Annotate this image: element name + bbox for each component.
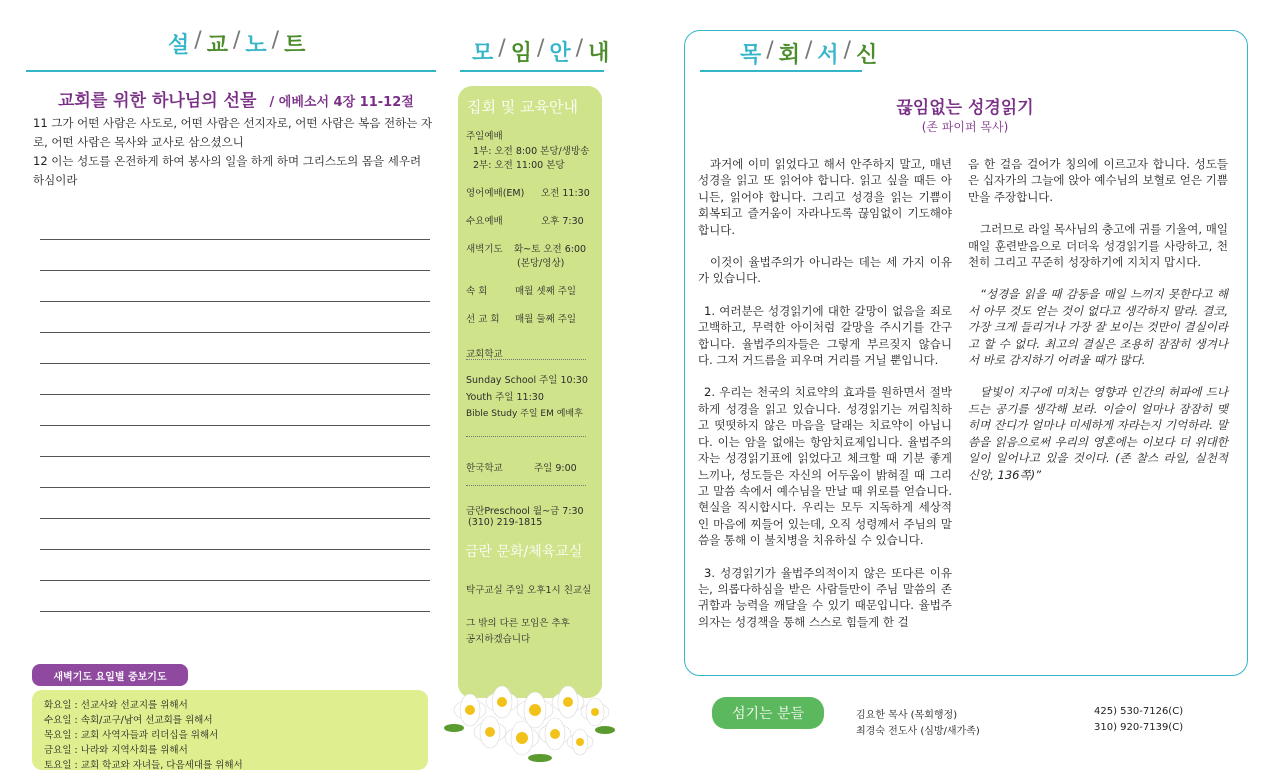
sokhoe-label: 속 회 bbox=[466, 286, 488, 297]
sunday-1: 1부: 오전 8:00 본당/생방송 bbox=[473, 146, 590, 157]
sermon-title: 교회를 위한 하나님의 선물 bbox=[58, 91, 257, 111]
title-letter: 서 bbox=[817, 43, 840, 68]
school-label: 교회학교 bbox=[466, 349, 503, 360]
verse-11: 11 그가 어떤 사람은 사도로, 어떤 사람은 선지자로, 어떤 사람은 복음 전하는 자로, 어떤 사람은 목사와 교사로 삼으셨으니 bbox=[33, 116, 433, 149]
title-letter: 안 bbox=[549, 41, 572, 66]
pastoral-letter-rule bbox=[700, 70, 862, 72]
title-letter: 내 bbox=[588, 41, 611, 66]
verse-12: 12 이는 성도를 온전하게 하여 봉사의 일을 하게 하며 그리스도의 몸을 세우려 하심이라 bbox=[33, 154, 422, 187]
youth: Youth 주일 11:30 bbox=[466, 392, 544, 403]
section-title: 금란 문화/체육교실 bbox=[465, 544, 583, 560]
dotted-divider bbox=[466, 485, 586, 486]
dotted-divider bbox=[466, 359, 586, 360]
sunday-2: 2부: 오전 11:00 본당 bbox=[473, 160, 565, 171]
note-line bbox=[40, 301, 430, 302]
title-letter: 신 bbox=[856, 43, 879, 68]
prayer-row: 목요일 : 교회 사역자들과 리더십을 위해서 bbox=[44, 730, 219, 741]
em-label: 영어예배(EM) bbox=[466, 188, 525, 199]
title-letter: 목 bbox=[740, 43, 763, 68]
sermon-notes-rule bbox=[26, 70, 436, 72]
note-line bbox=[40, 425, 430, 426]
daisy-flower bbox=[454, 686, 609, 755]
staff-phone: 310) 920-7139(C) bbox=[1094, 722, 1184, 733]
paragraph: 과거에 이미 읽었다고 해서 안주하지 말고, 매년 성경을 읽고 또 읽어야 합니다. 읽고 싶을 때든 아니든, 읽어야 합니다. 그리고 성경을 읽는 기쁨이 회복되고 즐거움이 자라나도록 끊임없이 기도해야 합니다. bbox=[698, 157, 952, 237]
note-line bbox=[40, 332, 430, 333]
letter-headline: 끊임없는 성경읽기 bbox=[896, 98, 1034, 118]
sermon-heading bbox=[58, 86, 414, 111]
title-letter: 교 bbox=[206, 33, 229, 58]
mission-label: 선 교 회 bbox=[466, 314, 500, 325]
note-line bbox=[40, 549, 430, 550]
paragraph: 1. 여러분은 성경읽기에 대한 갈망이 없음을 죄로 고백하고, 무력한 아이처럼 갈망을 주시기를 간구합니다. 율법주의자들은 그렇게 부르짖지 않습니다. 그저 거드름을 피우며 거리를 거닐 뿐입니다. bbox=[698, 303, 952, 368]
letter-column-2 bbox=[968, 156, 1228, 499]
meetings-rule bbox=[460, 70, 604, 72]
dotted-divider bbox=[466, 436, 586, 437]
staff-phone: 425) 530-7126(C) bbox=[1094, 706, 1184, 717]
dawn-place: (본당/영상) bbox=[517, 258, 565, 269]
wed-label: 수요예배 bbox=[466, 216, 503, 227]
note-line bbox=[40, 487, 430, 488]
note-line bbox=[40, 611, 430, 612]
title-letter: 트 bbox=[284, 33, 307, 58]
prayer-row: 금요일 : 나라와 지역사회를 위해서 bbox=[44, 745, 188, 756]
title-letter: 회 bbox=[778, 43, 801, 68]
prayer-row: 화요일 : 선교사와 선교지를 위해서 bbox=[44, 700, 188, 711]
sermon-notes-title: 설 / 교 / 노 / 트 bbox=[168, 28, 307, 58]
sunday-school: Sunday School 주일 10:30 bbox=[466, 375, 588, 386]
wed-time: 오후 7:30 bbox=[541, 216, 584, 227]
title-letter: 임 bbox=[510, 41, 533, 66]
section-title: 집회 및 교육안내 bbox=[467, 98, 578, 116]
other-notice-2: 공지하겠습니다 bbox=[466, 634, 531, 645]
note-line bbox=[40, 239, 430, 240]
daisy-flowers-illustration bbox=[440, 680, 620, 770]
prayer-tag: 새벽기도 요일별 중보기도 bbox=[32, 664, 188, 686]
sokhoe-time: 매월 셋째 주일 bbox=[515, 286, 577, 297]
servers-label: 섬기는 분들 bbox=[712, 697, 824, 729]
pastoral-letter-title: 목 / 회 / 서 / 신 bbox=[740, 38, 879, 68]
preschool-phone: (310) 219-1815 bbox=[468, 517, 543, 528]
note-line bbox=[40, 456, 430, 457]
dawn-time: 화~토 오전 6:00 bbox=[514, 244, 587, 255]
staff-name: 최경숙 전도사 (심방/새가족) bbox=[856, 726, 980, 737]
paragraph: 음 한 걸음 걸어가 칭의에 이르고자 합니다. 성도들은 십자가의 그늘에 앉아 예수님의 보혈로 얻은 기쁨만을 주장합니다. bbox=[968, 157, 1228, 204]
korean-school-label: 한국학교 bbox=[466, 463, 503, 474]
title-letter: 설 bbox=[168, 33, 191, 58]
title-letter: 노 bbox=[245, 33, 268, 58]
quote-paragraph: “성경을 읽을 때 감동을 매일 느끼지 못한다고 해서 아무 것도 얻는 것이 없다고 생각하지 말라. 결코, 가장 크게 들리거나 가장 잘 보이는 것만이 결실이라고 할 수 없다. 최고의 결실은 조용히 잠잠히 생겨나서 바로 감지하기 어려울 때가 많다. bbox=[968, 287, 1228, 368]
note-line bbox=[40, 580, 430, 581]
paragraph: 그러므로 라일 목사님의 충고에 귀를 기울여, 매일매일 훈련받음으로 더더욱 성경읽기를 사랑하고, 천천히 그리고 꾸준히 성장하기에 지치지 맙시다. bbox=[968, 222, 1228, 270]
pingpong: 탁구교실 주일 오후1시 친교실 bbox=[466, 585, 592, 596]
meetings-title: 모 / 임 / 안 / 내 bbox=[472, 36, 611, 66]
korean-school-time: 주일 9:00 bbox=[534, 463, 577, 474]
other-notice-1: 그 밖의 다른 모임은 추후 bbox=[466, 618, 570, 629]
em-time: 오전 11:30 bbox=[541, 188, 590, 199]
paragraph: 2. 우리는 천국의 치료약의 효과를 원하면서 절박하게 성경을 읽고 있습니다. 성경읽기는 꺼림칙하고 떳떳하지 않은 마음을 달래는 치료약이 아닙니다. 이는 암을 없애는 항암치료제입니다. 율법주의자는 성경읽기표에 읽었다고 체크할 때 기분 좋게 느끼나, 성도들은 자신의 어두움이 밝혀질 때 그리고 말씀 속에서 예수님을 만날 때 위로를 얻습니다. 현실을 직시합시다. 우리는 모두 지독하게 세상적인 마음에 찌들어 있는데, 오직 성령께서 주님의 말씀을 통해 이 불치병을 치유하실 수 있습니다. bbox=[698, 385, 952, 548]
prayer-row: 토요일 : 교회 학교와 자녀들, 다음세대를 위해서 bbox=[44, 760, 243, 771]
letter-byline: (존 파이퍼 목사) bbox=[921, 120, 1009, 134]
paragraph: 이것이 율법주의가 아니라는 데는 세 가지 이유가 있습니다. bbox=[698, 255, 952, 286]
mission-time: 매월 둘째 주일 bbox=[515, 314, 577, 325]
scripture-ref: / 에베소서 4장 11-12절 bbox=[269, 95, 414, 110]
preschool: 금란Preschool 월~금 7:30 bbox=[466, 506, 584, 517]
paragraph: 3. 성경읽기가 율법주의적이지 않은 또다른 이유는, 의롭다하심을 받은 사람들만이 주님 말씀의 존귀함과 능력을 깨달을 수 있기 때문입니다. 율법주의자는 성경책을 통해 스스로 힘들게 한 걸 bbox=[698, 565, 952, 629]
sunday-label: 주일예배 bbox=[466, 131, 503, 142]
dawn-label: 새벽기도 bbox=[466, 244, 503, 255]
quote-paragraph: 달빛이 지구에 미치는 영향과 인간의 허파에 드나드는 공기를 생각해 보라. 이슬이 얼마나 잠잠히 맺히며 잔디가 얼마나 미세하게 자라는지 기억하라. 말씀을 읽음으로써 우리의 영혼에는 이보다 더 위대한 일이 일어나고 있을 것이다. (존 찰스 라일, 실천적 신앙, 136쪽)” bbox=[968, 385, 1228, 482]
note-line bbox=[40, 270, 430, 271]
note-line bbox=[40, 394, 430, 395]
title-letter: 모 bbox=[472, 41, 495, 66]
letter-column-1 bbox=[698, 156, 952, 646]
prayer-row: 수요일 : 속회/교구/남여 선교회를 위해서 bbox=[44, 715, 213, 726]
bible-study: Bible Study 주일 EM 예배후 bbox=[466, 409, 583, 419]
staff-name: 김요한 목사 (목회행정) bbox=[856, 710, 958, 721]
note-line bbox=[40, 518, 430, 519]
note-line bbox=[40, 363, 430, 364]
